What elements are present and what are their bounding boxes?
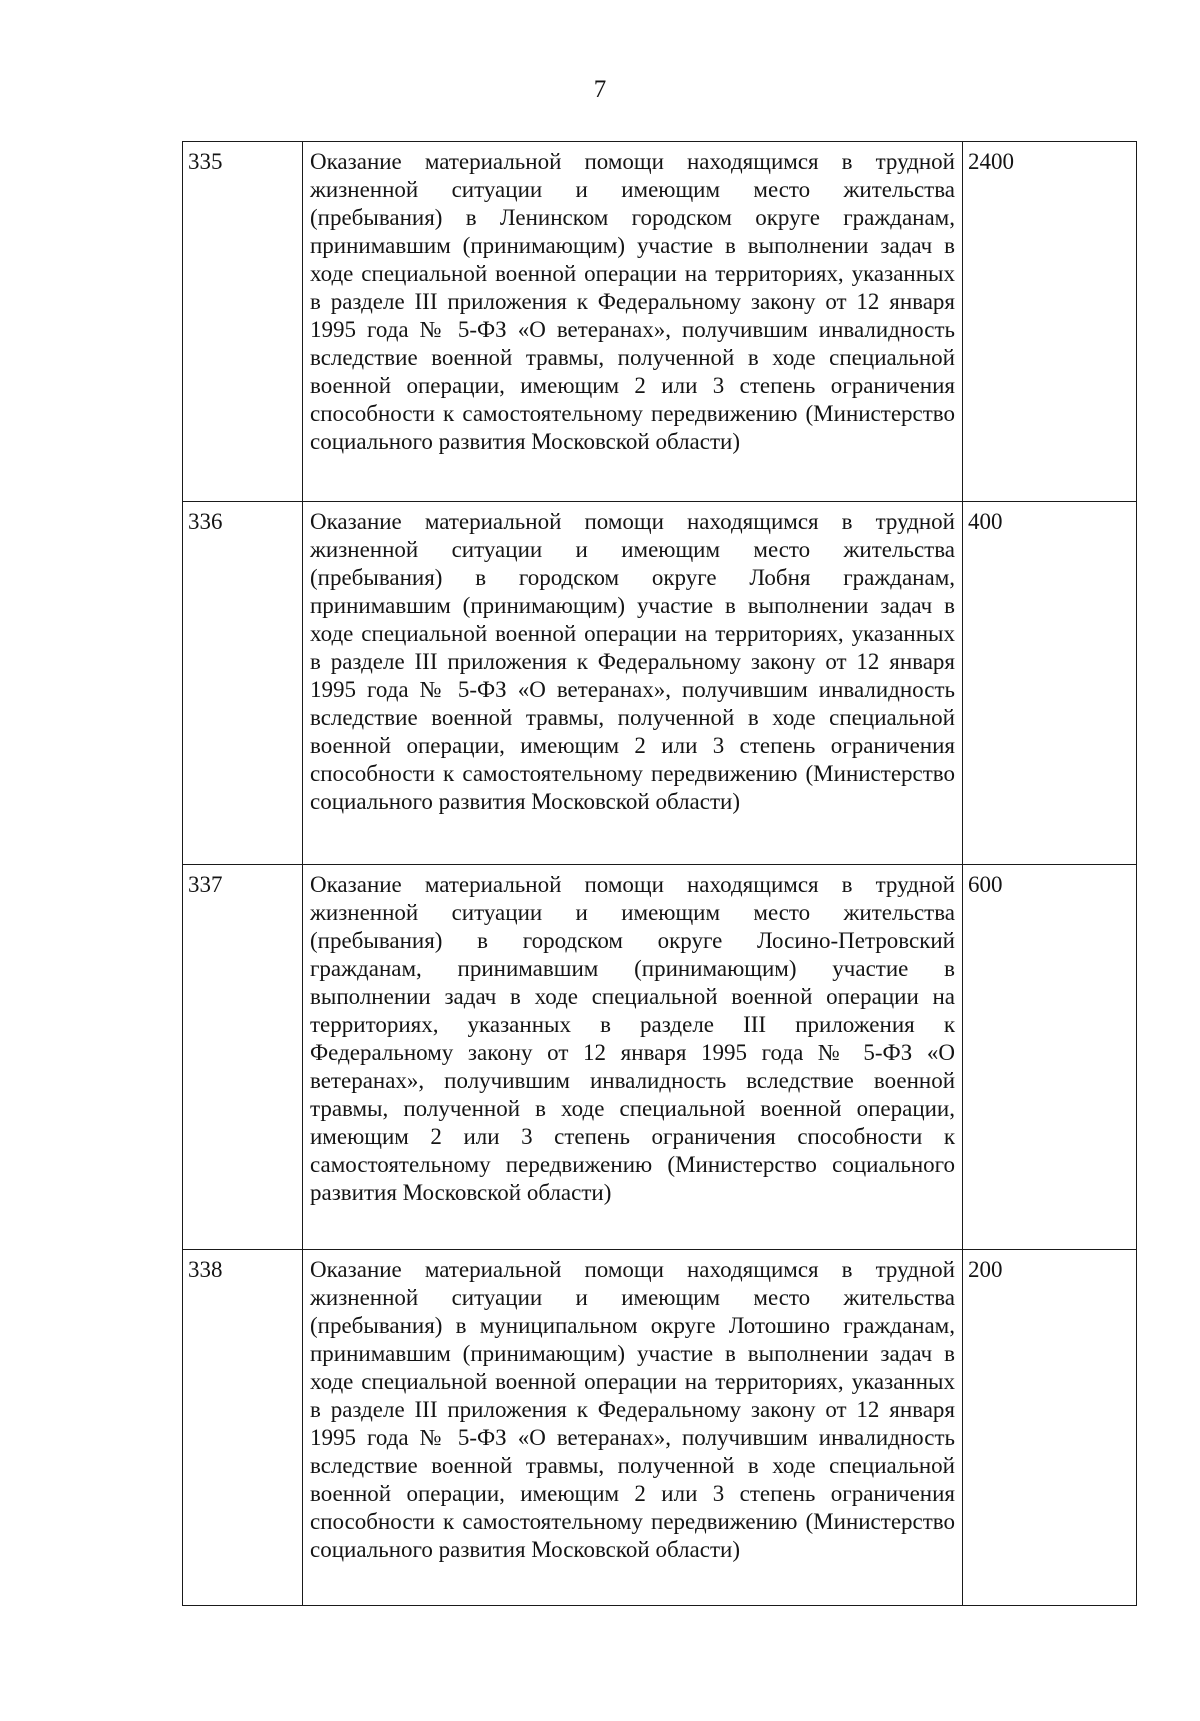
row-number: 338 <box>183 1250 303 1606</box>
page-number: 7 <box>593 76 607 103</box>
row-description-text: Оказание материальной помощи находящимся в трудной жизненной ситуации и имеющим место жительства (пребывания) в Ленинском городском округе гражданам, принимавшим (принимающим) участие в выполнении задач в ходе специальной военной операции на территориях, указанных в разделе III приложения к Федеральному закону от 12 января 1995 года № 5-ФЗ «О ветеранах», получившим инвалидность вследствие военной травмы, полученной в ходе специальной военной операции, имеющим 2 или 3 степень ограничения способности к самостоятельному передвижению (Министерство социального развития Московской области) <box>310 149 955 454</box>
row-description-text: Оказание материальной помощи находящимся в трудной жизненной ситуации и имеющим место жительства (пребывания) в городском округе Лобня гражданам, принимавшим (принимающим) участие в выполнении задач в ходе специальной военной операции на территориях, указанных в разделе III приложения к Федеральному закону от 12 января 1995 года № 5-ФЗ «О ветеранах», получившим инвалидность вследствие военной травмы, полученной в ходе специальной военной операции, имеющим 2 или 3 степень ограничения способности к самостоятельному передвижению (Министерство социального развития Московской области) <box>310 509 955 814</box>
row-description <box>303 865 963 1250</box>
row-description-text: Оказание материальной помощи находящимся в трудной жизненной ситуации и имеющим место жительства (пребывания) в городском округе Лосино-Петровский гражданам, принимавшим (принимающим) участие в выполнении задач в ходе специальной военной операции на территориях, указанных в разделе III приложения к Федеральному закону от 12 января 1995 года № 5-ФЗ «О ветеранах», получившим инвалидность вследствие военной травмы, полученной в ходе специальной военной операции, имеющим 2 или 3 степень ограничения способности к самостоятельному передвижению (Министерство социального развития Московской области) <box>310 872 955 1205</box>
table-row <box>183 1250 1137 1606</box>
table-row <box>183 865 1137 1250</box>
row-amount: 600 <box>963 865 1137 1250</box>
row-description <box>303 142 963 502</box>
row-amount: 200 <box>963 1250 1137 1606</box>
row-number: 335 <box>183 142 303 502</box>
appropriations-table <box>182 141 1137 1606</box>
table-row <box>183 142 1137 502</box>
row-amount: 400 <box>963 502 1137 865</box>
row-description <box>303 502 963 865</box>
row-number: 337 <box>183 865 303 1250</box>
row-description-text: Оказание материальной помощи находящимся в трудной жизненной ситуации и имеющим место жительства (пребывания) в муниципальном округе Лотошино гражданам, принимавшим (принимающим) участие в выполнении задач в ходе специальной военной операции на территориях, указанных в разделе III приложения к Федеральному закону от 12 января 1995 года № 5-ФЗ «О ветеранах», получившим инвалидность вследствие военной травмы, полученной в ходе специальной военной операции, имеющим 2 или 3 степень ограничения способности к самостоятельному передвижению (Министерство социального развития Московской области) <box>310 1257 955 1562</box>
row-description <box>303 1250 963 1606</box>
row-amount: 2400 <box>963 142 1137 502</box>
table-row <box>183 502 1137 865</box>
row-number: 336 <box>183 502 303 865</box>
